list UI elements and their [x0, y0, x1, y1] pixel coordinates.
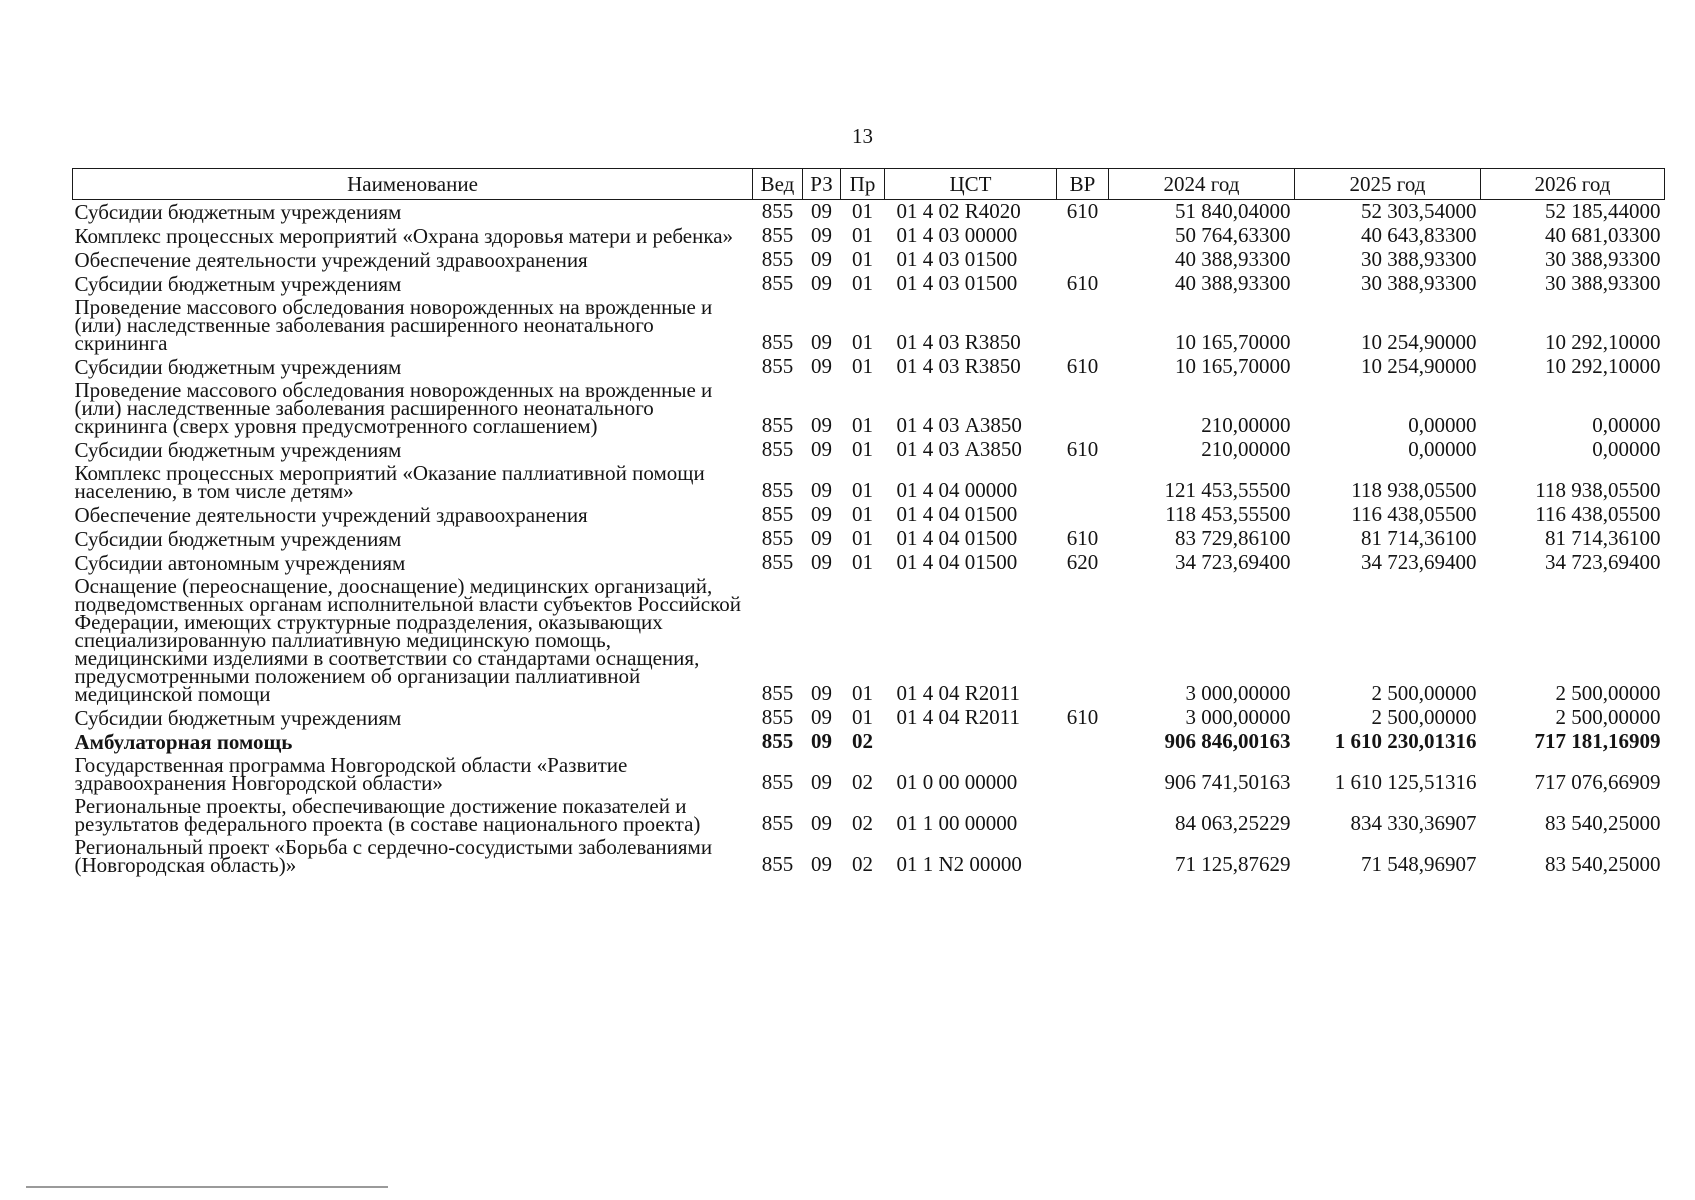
row-amount-2026: 34 723,69400: [1545, 550, 1661, 574]
row-amount-2026: 2 500,00000: [1555, 705, 1661, 729]
row-amount-2025: 10 254,90000: [1361, 354, 1477, 378]
row-pr: 01: [852, 437, 873, 461]
row-cst: 01 4 03 А3850: [896, 413, 1022, 437]
table-row: [73, 248, 1665, 272]
row-rz: 09: [811, 223, 832, 247]
row-rz: 09: [811, 478, 832, 502]
row-pr: 01: [852, 354, 873, 378]
row-amount-2024: 71 125,87629: [1175, 852, 1291, 876]
row-vr: [1057, 379, 1109, 438]
row-vr: [1057, 795, 1109, 836]
table-row: [73, 462, 1665, 503]
header-name: Наименование: [73, 169, 753, 200]
row-cst: 01 1 00 00000: [896, 811, 1018, 835]
header-ved: Вед: [753, 169, 803, 200]
row-amount-2024: 40 388,93300: [1175, 271, 1291, 295]
row-amount-2026: 83 540,25000: [1545, 852, 1661, 876]
table-row: [73, 379, 1665, 438]
table-body: [73, 200, 1665, 878]
row-name: Государственная программа Новгородской области «Развитие здравоохранения Новгородской области»: [74, 753, 628, 795]
row-ved: 855: [761, 437, 794, 461]
row-name: Комплекс процессных мероприятий «Оказание паллиативной помощи населению, в том числе детям»: [74, 461, 705, 503]
row-cst: 01 4 04 01500: [896, 502, 1018, 526]
row-amount-2025: 1 610 230,01316: [1334, 729, 1477, 753]
table-row: [73, 706, 1665, 730]
header-rz: РЗ: [803, 169, 841, 200]
row-pr: 02: [852, 770, 873, 794]
table-row: [73, 438, 1665, 462]
header-cst: ЦСТ: [885, 169, 1057, 200]
row-amount-2025: 1 610 125,51316: [1334, 770, 1477, 794]
row-vr: 610: [1066, 526, 1099, 550]
row-vr: [1057, 224, 1109, 248]
row-amount-2024: 906 846,00163: [1164, 729, 1291, 753]
row-name: Региональные проекты, обеспечивающие достижение показателей и результатов федерального проекта (в составе национального проекта): [74, 794, 701, 836]
row-amount-2026: 52 185,44000: [1545, 199, 1661, 223]
table-row: [73, 224, 1665, 248]
row-amount-2026: 30 388,93300: [1545, 247, 1661, 271]
row-pr: 01: [852, 526, 873, 550]
table-row: [73, 730, 1665, 754]
row-ved: 855: [761, 811, 794, 835]
row-rz: 09: [811, 437, 832, 461]
row-amount-2026: 30 388,93300: [1545, 271, 1661, 295]
row-amount-2026: 10 292,10000: [1545, 354, 1661, 378]
row-amount-2025: 116 438,05500: [1351, 502, 1477, 526]
row-name: Субсидии бюджетным учреждениям: [74, 355, 402, 379]
row-ved: 855: [761, 502, 794, 526]
row-rz: 09: [811, 526, 832, 550]
row-amount-2025: 834 330,36907: [1350, 811, 1477, 835]
row-pr: 01: [852, 681, 873, 705]
row-amount-2025: 0,00000: [1408, 413, 1477, 437]
row-amount-2026: 717 076,66909: [1534, 770, 1661, 794]
table-row: [73, 200, 1665, 225]
row-amount-2025: 52 303,54000: [1361, 199, 1477, 223]
row-amount-2024: 3 000,00000: [1185, 681, 1291, 705]
row-ved: 855: [761, 199, 794, 223]
row-vr: [1057, 754, 1109, 795]
row-rz: 09: [811, 247, 832, 271]
row-ved: 855: [761, 852, 794, 876]
row-vr: 610: [1066, 705, 1099, 729]
row-pr: 01: [852, 478, 873, 502]
row-rz: 09: [811, 681, 832, 705]
row-name: Амбулаторная помощь: [74, 730, 293, 754]
row-name: Субсидии бюджетным учреждениям: [74, 272, 402, 296]
row-amount-2024: 50 764,63300: [1175, 223, 1291, 247]
row-pr: 01: [852, 271, 873, 295]
row-amount-2026: 10 292,10000: [1545, 330, 1661, 354]
row-vr: [1057, 462, 1109, 503]
row-ved: 855: [761, 526, 794, 550]
row-amount-2025: 2 500,00000: [1371, 705, 1477, 729]
row-vr: 610: [1066, 271, 1099, 295]
row-pr: 01: [852, 199, 873, 223]
row-rz: 09: [811, 811, 832, 835]
row-rz: 09: [811, 271, 832, 295]
row-ved: 855: [761, 478, 794, 502]
budget-table: [72, 168, 1665, 877]
row-name: Субсидии бюджетным учреждениям: [74, 706, 402, 730]
row-vr: 610: [1066, 354, 1099, 378]
header-vr: ВР: [1057, 169, 1109, 200]
row-rz: 09: [811, 852, 832, 876]
header-2024: 2024 год: [1109, 169, 1295, 200]
table-row: [73, 754, 1665, 795]
row-amount-2026: 83 540,25000: [1545, 811, 1661, 835]
row-cst: 01 4 03 00000: [896, 223, 1018, 247]
row-amount-2024: 34 723,69400: [1175, 550, 1291, 574]
row-vr: 610: [1066, 437, 1099, 461]
row-ved: 855: [761, 681, 794, 705]
row-cst: 01 4 03 R3850: [896, 330, 1021, 354]
row-rz: 09: [811, 199, 832, 223]
row-cst: 01 4 04 01500: [896, 526, 1018, 550]
row-cst: 01 4 03 А3850: [896, 437, 1022, 461]
row-cst: 01 4 03 01500: [896, 247, 1018, 271]
row-name: Проведение массового обследования новорожденных на врожденные и (или) наследственные заболевания расширенного неонатального скрининга (сверх уровня предусмотренного соглашением): [74, 378, 713, 438]
row-pr: 01: [852, 223, 873, 247]
row-ved: 855: [761, 770, 794, 794]
row-ved: 855: [761, 247, 794, 271]
row-vr: [1057, 248, 1109, 272]
row-amount-2024: 51 840,04000: [1175, 199, 1291, 223]
row-cst: 01 4 04 R2011: [896, 705, 1020, 729]
row-amount-2025: 40 643,83300: [1361, 223, 1477, 247]
row-amount-2026: 717 181,16909: [1534, 729, 1661, 753]
row-pr: 02: [852, 729, 873, 753]
row-vr: [1057, 296, 1109, 355]
row-cst: 01 4 04 01500: [896, 550, 1018, 574]
row-rz: 09: [811, 770, 832, 794]
row-cst: 01 4 02 R4020: [896, 199, 1021, 223]
row-name: Субсидии автономным учреждениям: [74, 551, 406, 575]
row-name: Оснащение (переоснащение, дооснащение) медицинских организаций, подведомственных органам исполнительной власти субъектов Российской Федерации, имеющих структурные подразделения, оказывающих специализированную паллиативную медицинскую помощь, медицинскими изделиями в соответствии со стандартами оснащения, предусмотренными положением об организации паллиативной медицинской помощи: [74, 574, 741, 706]
row-vr: [1057, 575, 1109, 706]
table-row: [73, 503, 1665, 527]
row-ved: 855: [761, 550, 794, 574]
row-pr: 02: [852, 811, 873, 835]
row-amount-2026: 118 938,05500: [1535, 478, 1661, 502]
row-pr: 01: [852, 550, 873, 574]
row-ved: 855: [761, 330, 794, 354]
header-pr: Пр: [841, 169, 885, 200]
row-rz: 09: [811, 330, 832, 354]
row-amount-2026: 40 681,03300: [1545, 223, 1661, 247]
header-2025: 2025 год: [1295, 169, 1481, 200]
row-cst: 01 4 03 R3850: [896, 354, 1021, 378]
row-rz: 09: [811, 550, 832, 574]
row-vr: 620: [1066, 550, 1099, 574]
row-amount-2026: 0,00000: [1592, 437, 1661, 461]
table-row: [73, 836, 1665, 877]
row-cst: [885, 730, 1057, 754]
row-rz: 09: [811, 354, 832, 378]
row-amount-2024: 84 063,25229: [1175, 811, 1291, 835]
row-pr: 01: [852, 247, 873, 271]
row-vr: [1057, 836, 1109, 877]
row-ved: 855: [761, 271, 794, 295]
row-name: Комплекс процессных мероприятий «Охрана здоровья матери и ребенка»: [74, 224, 734, 248]
row-vr: [1057, 730, 1109, 754]
header-2026: 2026 год: [1481, 169, 1665, 200]
row-vr: 610: [1066, 199, 1099, 223]
table-row: [73, 575, 1665, 706]
row-amount-2025: 71 548,96907: [1361, 852, 1477, 876]
row-rz: 09: [811, 502, 832, 526]
row-amount-2026: 116 438,05500: [1535, 502, 1661, 526]
row-amount-2025: 118 938,05500: [1351, 478, 1477, 502]
row-pr: 01: [852, 413, 873, 437]
row-amount-2024: 210,00000: [1201, 437, 1291, 461]
row-pr: 01: [852, 330, 873, 354]
row-ved: 855: [761, 223, 794, 247]
row-amount-2026: 2 500,00000: [1555, 681, 1661, 705]
row-name: Обеспечение деятельности учреждений здравоохранения: [74, 503, 588, 527]
row-amount-2026: 81 714,36100: [1545, 526, 1661, 550]
table-row: [73, 272, 1665, 296]
row-amount-2025: 2 500,00000: [1371, 681, 1477, 705]
table-row: [73, 296, 1665, 355]
row-amount-2024: 121 453,55500: [1164, 478, 1291, 502]
row-amount-2025: 30 388,93300: [1361, 271, 1477, 295]
row-rz: 09: [811, 413, 832, 437]
row-amount-2024: 10 165,70000: [1175, 330, 1291, 354]
row-cst: 01 1 N2 00000: [896, 852, 1022, 876]
row-name: Проведение массового обследования новорожденных на врожденные и (или) наследственные заболевания расширенного неонатального скрининга: [74, 295, 713, 355]
row-amount-2024: 3 000,00000: [1185, 705, 1291, 729]
row-ved: 855: [761, 354, 794, 378]
row-pr: 01: [852, 502, 873, 526]
row-ved: 855: [761, 413, 794, 437]
row-cst: 01 4 04 R2011: [896, 681, 1020, 705]
row-amount-2024: 10 165,70000: [1175, 354, 1291, 378]
row-name: Субсидии бюджетным учреждениям: [74, 527, 402, 551]
row-name: Обеспечение деятельности учреждений здравоохранения: [74, 248, 588, 272]
row-amount-2024: 210,00000: [1201, 413, 1291, 437]
row-amount-2025: 10 254,90000: [1361, 330, 1477, 354]
row-cst: 01 4 03 01500: [896, 271, 1018, 295]
table-row: [73, 551, 1665, 575]
row-amount-2024: 118 453,55500: [1165, 502, 1291, 526]
table-header-row: [73, 169, 1665, 200]
row-amount-2024: 906 741,50163: [1164, 770, 1291, 794]
row-pr: 01: [852, 705, 873, 729]
row-rz: 09: [811, 705, 832, 729]
row-cst: 01 0 00 00000: [896, 770, 1018, 794]
row-amount-2025: 0,00000: [1408, 437, 1477, 461]
row-rz: 09: [811, 729, 832, 753]
row-amount-2024: 83 729,86100: [1175, 526, 1291, 550]
row-amount-2024: 40 388,93300: [1175, 247, 1291, 271]
row-name: Региональный проект «Борьба с сердечно-сосудистыми заболеваниями (Новгородская область)»: [74, 835, 713, 877]
row-amount-2025: 34 723,69400: [1361, 550, 1477, 574]
table-row: [73, 355, 1665, 379]
row-pr: 02: [852, 852, 873, 876]
row-amount-2025: 30 388,93300: [1361, 247, 1477, 271]
row-amount-2025: 81 714,36100: [1361, 526, 1477, 550]
row-cst: 01 4 04 00000: [896, 478, 1018, 502]
row-ved: 855: [761, 729, 794, 753]
page-number: 13: [852, 124, 873, 148]
table-row: [73, 527, 1665, 551]
row-vr: [1057, 503, 1109, 527]
row-name: Субсидии бюджетным учреждениям: [74, 200, 402, 224]
row-name: Субсидии бюджетным учреждениям: [74, 438, 402, 462]
scan-artifact-line: [26, 1186, 388, 1188]
row-amount-2026: 0,00000: [1592, 413, 1661, 437]
table-row: [73, 795, 1665, 836]
row-ved: 855: [761, 705, 794, 729]
